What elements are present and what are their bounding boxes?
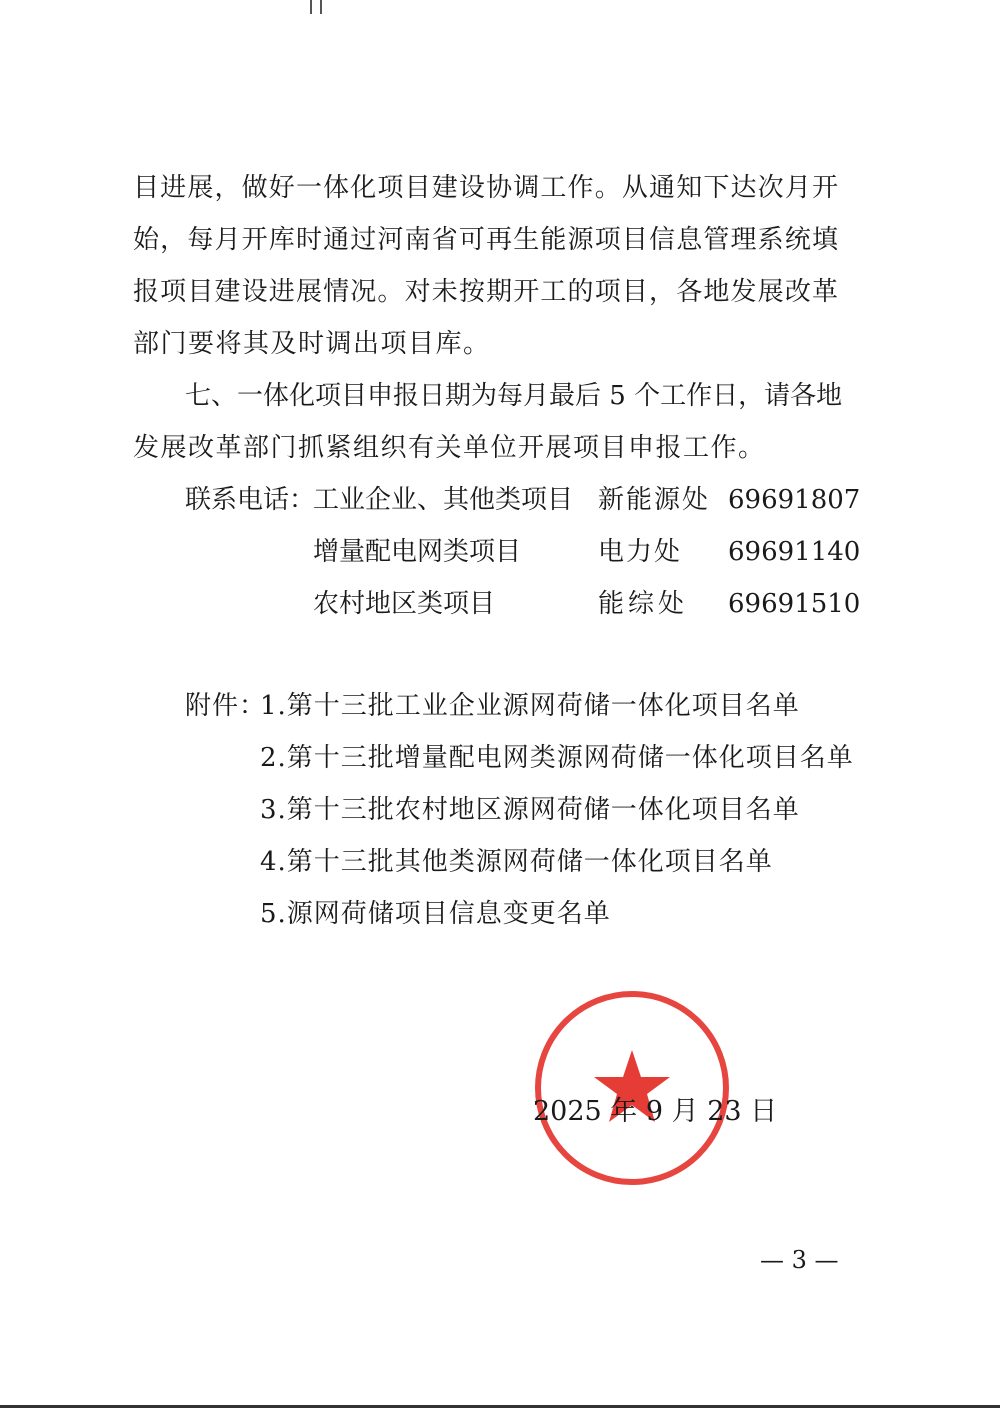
page-edge: [0, 1405, 1000, 1408]
document-date: 2025 年 9 月 23 日: [533, 1096, 778, 1127]
contact-row-3: [0, 584, 1000, 624]
official-seal: [532, 988, 732, 1188]
attachment-item-3: 3.第十三批农村地区源网荷储一体化项目名单: [260, 795, 800, 825]
contact-dept: 电力处: [598, 537, 683, 567]
contact-category: 工业企业、其他类项目: [313, 485, 574, 515]
contact-phone: 69691140: [728, 537, 861, 567]
body-line-1: 目进展，做好一体化项目建设协调工作。从通知下达次月开: [133, 173, 838, 203]
attachment-item-4: 4.第十三批其他类源网荷储一体化项目名单: [260, 847, 773, 877]
contact-phone: 69691807: [728, 485, 861, 515]
body-line-4: 部门要将其及时调出项目库。: [133, 329, 491, 359]
contact-category: 农村地区类项目: [313, 589, 496, 619]
attachments-label: 附件：: [185, 691, 267, 721]
page-number: — 3 —: [760, 1246, 839, 1274]
contact-phone: 69691510: [728, 589, 861, 619]
contact-category: 增量配电网类项目: [313, 537, 522, 567]
contact-dept: 新能源处: [598, 485, 711, 515]
contact-row-1: [0, 480, 1000, 520]
body-line-5: 七、一体化项目申报日期为每月最后 5 个工作日，请各地: [185, 381, 843, 411]
contact-row-2: [0, 532, 1000, 572]
body-line-3: 报项目建设进展情况。对未按期开工的项目，各地发展改革: [133, 277, 838, 307]
body-line-2: 始，每月开库时通过河南省可再生能源项目信息管理系统填: [133, 225, 838, 255]
binding-mark: [308, 0, 326, 14]
body-line-6: 发展改革部门抓紧组织有关单位开展项目申报工作。: [133, 433, 766, 463]
contact-label: 联系电话：: [185, 485, 316, 515]
attachment-item-1: 1.第十三批工业企业源网荷储一体化项目名单: [260, 691, 800, 721]
attachment-item-5: 5.源网荷储项目信息变更名单: [260, 899, 611, 929]
contact-dept: 能综处: [598, 589, 689, 619]
attachment-item-2: 2.第十三批增量配电网类源网荷储一体化项目名单: [260, 743, 854, 773]
